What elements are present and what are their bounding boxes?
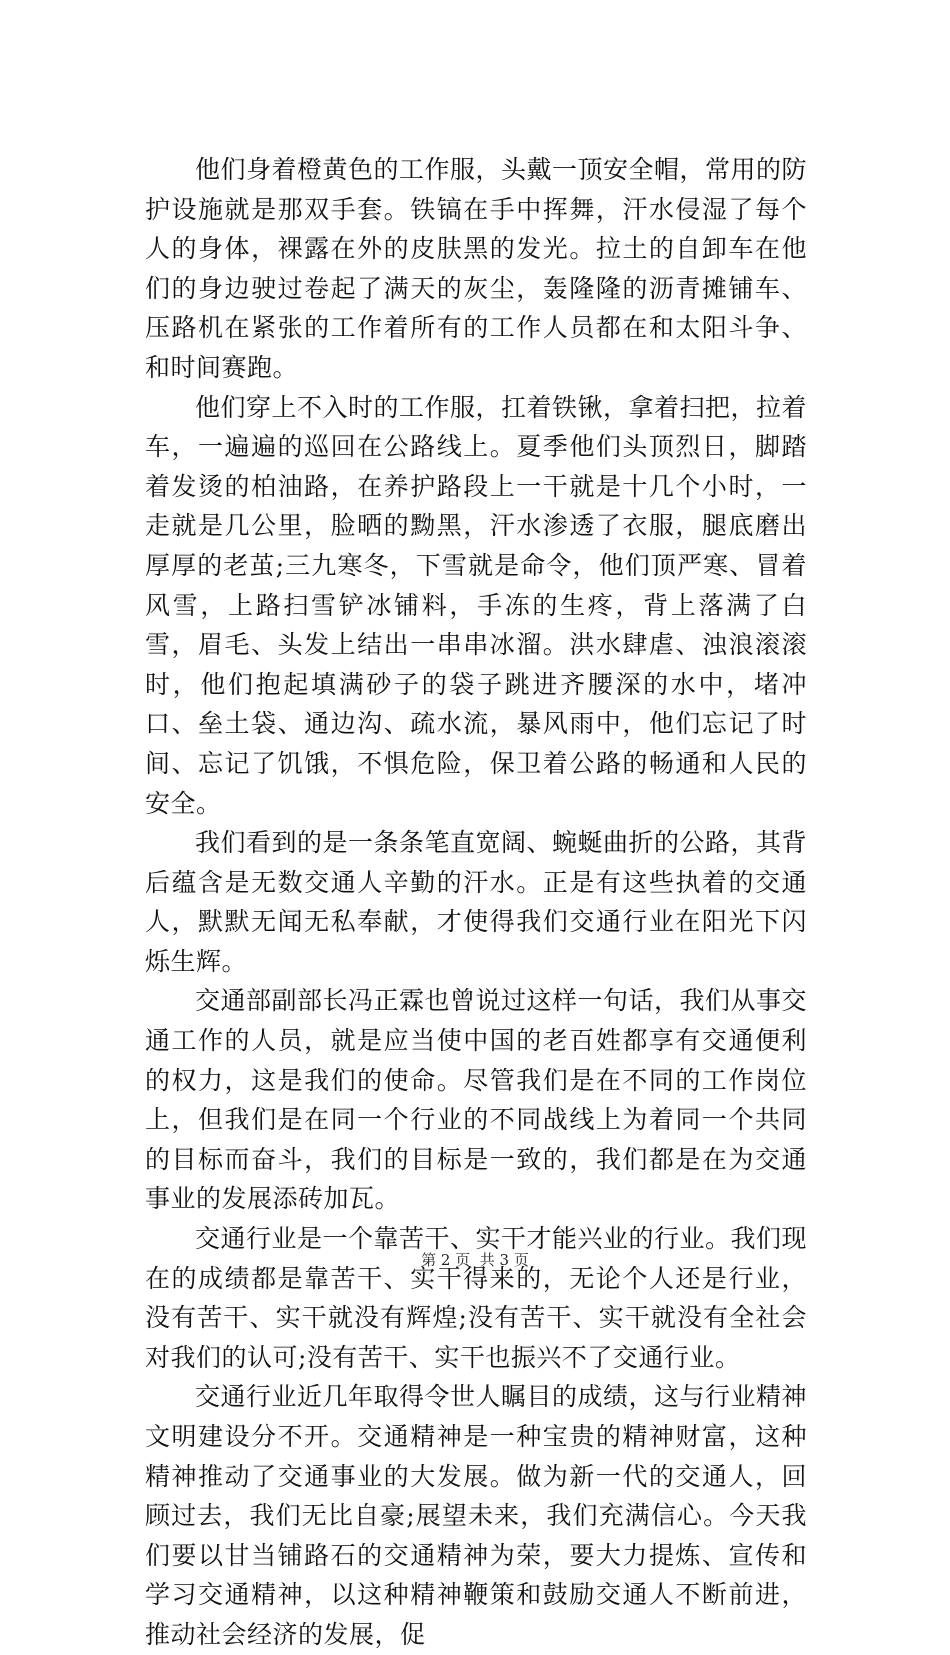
paragraph-3: 我们看到的是一条条笔直宽阔、蜿蜒曲折的公路，其背后蕴含是无数交通人辛勤的汗水。正是有这些执着的交通人，默默无闻无私奉献，才使得我们交通行业在阳光下闪烁生辉。	[145, 828, 808, 976]
document-body	[145, 150, 807, 1655]
paragraph-6: 交通行业近几年取得令世人瞩目的成绩，这与行业精神文明建设分不开。交通精神是一种宝贵的精神财富，这种精神推动了交通事业的大发展。做为新一代的交通人，回顾过去，我们无比自豪;展望未来，我们充满信心。今天我们要以甘当铺路石的交通精神为荣，要大力提炼、宣传和学习交通精神，以这种精神鞭策和鼓励交通人不断前进，推动社会经济的发展，促	[145, 1382, 808, 1649]
paragraph-5: 交通行业是一个靠苦干、实干才能兴业的行业。我们现在的成绩都是靠苦干、实干得来的，无论个人还是行业，没有苦干、实干就没有辉煌;没有苦干、实干就没有全社会对我们的认可;没有苦干、实干也振兴不了交通行业。	[145, 1224, 808, 1372]
paragraph-2: 他们穿上不入时的工作服，扛着铁锹，拿着扫把，拉着车，一遍遍的巡回在公路线上。夏季他们头顶烈日，脚踏着发烫的柏油路，在养护路段上一干就是十几个小时，一走就是几公里，脸晒的黝黑，汗水渗透了衣服，腿底磨出厚厚的老茧;三九寒冬，下雪就是命令，他们顶严寒、冒着风雪，上路扫雪铲冰铺料，手冻的生疼，背上落满了白雪，眉毛、头发上结出一串串冰溜。洪水肆虐、浊浪滚滚时，他们抱起填满砂子的袋子跳进齐腰深的水中，堵冲口、垒土袋、通边沟、疏水流，暴风雨中，他们忘记了时间、忘记了饥饿，不惧危险，保卫着公路的畅通和人民的安全。	[145, 392, 808, 818]
paragraph-1: 他们身着橙黄色的工作服，头戴一顶安全帽，常用的防护设施就是那双手套。铁镐在手中挥舞，汗水侵湿了每个人的身体，裸露在外的皮肤黑的发光。拉土的自卸车在他们的身边驶过卷起了满天的灰尘，轰隆隆的沥青摊铺车、压路机在紧张的工作着所有的工作人员都在和太阳斗争、和时间赛跑。	[145, 155, 808, 382]
paragraph-4: 交通部副部长冯正霖也曾说过这样一句话，我们从事交通工作的人员，就是应当使中国的老百姓都享有交通便利的权力，这是我们的使命。尽管我们是在不同的工作岗位上，但我们是在同一个行业的不同战线上为着同一个共同的目标而奋斗，我们的目标是一致的，我们都是在为交通事业的发展添砖加瓦。	[145, 986, 808, 1214]
page-number-footer: 第 2 页 共 3 页	[421, 1251, 529, 1269]
